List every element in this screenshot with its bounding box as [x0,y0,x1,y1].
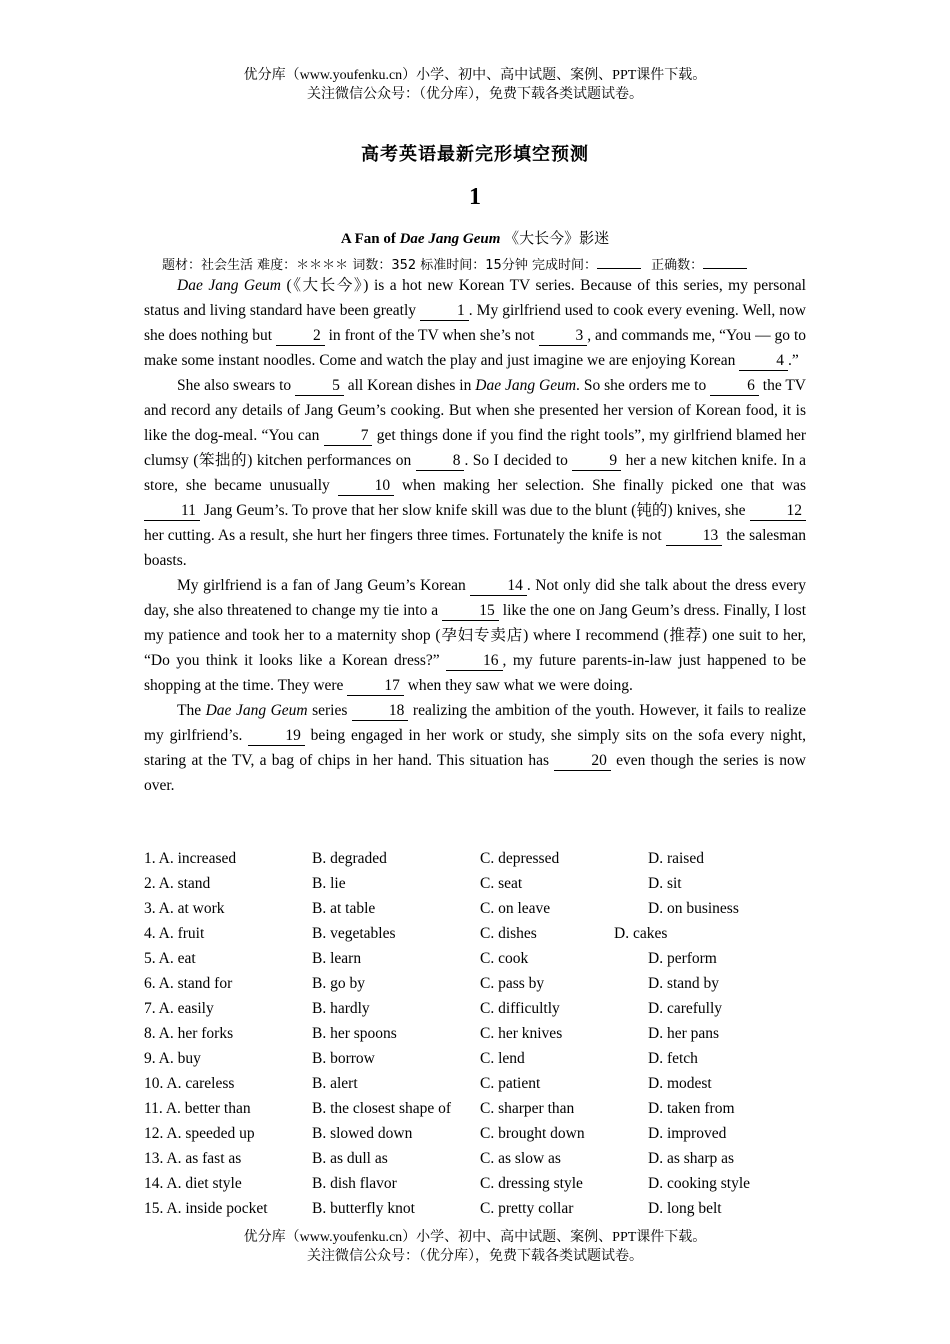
option-a[interactable]: 15. A. inside pocket [144,1200,268,1217]
option-a[interactable]: 12. A. speeded up [144,1125,255,1142]
paragraph-3 [144,573,806,698]
text-run: realizing the ambition of the youth. However, it fails to realize my girlfriend’s. [144,702,806,744]
blank-15[interactable]: 15 [442,602,499,621]
meta-time: 标准时间：15分钟 [420,258,528,273]
text-run: the salesman boasts. [144,527,806,569]
text-run: her a new kitchen knife. In a store, she became unusually [144,452,806,494]
option-c[interactable]: C. as slow as [480,1150,561,1167]
option-b[interactable]: B. vegetables [312,925,396,942]
option-b[interactable]: B. her spoons [312,1025,397,1042]
text-run: being engaged in her work or study, she simply sits on the sofa every night, staring at the TV, a bag of chips in her hand. This situation has [144,727,806,769]
option-d[interactable]: D. cooking style [648,1175,751,1192]
blank-9[interactable]: 9 [572,452,621,471]
page-title: 高考英语最新完形填空预测 [361,144,589,165]
meta-words: 词数：352 [352,258,417,273]
option-d[interactable]: D. perform [648,950,717,967]
blank-17[interactable]: 17 [347,677,404,696]
footer-line-1: 优分库（www.youfenku.cn）小学、初中、高中试题、案例、PPT课件下载。 [243,1230,707,1245]
option-d[interactable]: D. her pans [648,1025,720,1042]
text-run: even though the series is now over. [144,752,807,794]
blank-20[interactable]: 20 [554,752,611,771]
text-run: (《大长今》) is a hot new Korean TV series. Because of this series, my personal status and living standard have been greatly [144,277,806,319]
option-row-13 [144,1146,824,1171]
option-d[interactable]: D. cakes [614,925,668,942]
option-a[interactable]: 10. A. careless [144,1075,235,1092]
text-run: in front of the TV when she’s not [324,327,539,344]
blank-14[interactable]: 14 [470,577,527,596]
blank-12[interactable]: 12 [750,502,807,521]
option-c[interactable]: C. lend [480,1050,525,1067]
text-run: when making her selection. She finally picked one that was [394,477,807,494]
paragraph-2 [144,373,806,573]
blank-8[interactable]: 8 [416,452,465,471]
page-footer [0,1228,950,1266]
text-run: series [307,702,352,719]
option-row-1 [144,846,824,871]
blank-3[interactable]: 3 [539,327,588,346]
option-row-10 [144,1071,824,1096]
done-time-field[interactable] [597,256,641,269]
meta-done: 完成时间： [531,258,597,273]
text-run: My girlfriend is a fan of Jang Geum’s Korean [177,577,471,594]
text-run: . So she orders me to [576,377,711,394]
text-run: . So I decided to [464,452,573,469]
option-row-11 [144,1096,824,1121]
blank-18[interactable]: 18 [352,702,409,721]
option-a[interactable]: 7. A. easily [144,1000,214,1017]
blank-7[interactable]: 7 [324,427,373,446]
article-title-suffix: 《大长今》影迷 [500,231,610,247]
blank-1[interactable]: 1 [420,302,469,321]
option-a[interactable]: 6. A. stand for [144,975,233,992]
option-d[interactable]: D. taken from [648,1100,735,1117]
option-d[interactable]: D. on business [648,900,739,917]
option-row-15 [144,1196,824,1221]
option-b[interactable]: B. the closest shape of [312,1100,452,1117]
paragraph-4 [144,698,806,798]
option-c[interactable]: C. patient [480,1075,541,1092]
option-row-12 [144,1121,824,1146]
meta-correct: 正确数： [651,258,704,273]
option-row-8 [144,1021,824,1046]
option-d[interactable]: D. raised [648,850,704,867]
text-run: Jang Geum’s. To prove that her slow knife skill was due to the blunt (钝的) knives, she [199,502,750,519]
text-run: her cutting. As a result, she hurt her fingers three times. Fortunately the knife is not [144,527,666,544]
option-c[interactable]: C. seat [480,875,523,892]
text-run: the TV and record any details of Jang Geum’s cooking. But when she presented her version of Korean food, it is like the dog-meal. “You can [144,377,806,444]
option-b[interactable]: B. go by [312,975,365,992]
option-b[interactable]: B. alert [312,1075,358,1092]
italic-text: Dae Jang Geum [177,277,281,294]
blank-10[interactable]: 10 [338,477,395,496]
option-b[interactable]: B. slowed down [312,1125,413,1142]
option-a[interactable]: 11. A. better than [144,1100,251,1117]
option-c[interactable]: C. cook [480,950,529,967]
blank-16[interactable]: 16 [446,652,503,671]
option-b[interactable]: B. butterfly knot [312,1200,415,1217]
text-run: when they saw what we were doing. [403,677,633,694]
article-title [0,227,950,248]
text-run: , my future parents-in-law just happened to be shopping at the time. They were [144,652,806,694]
blank-2[interactable]: 2 [276,327,325,346]
option-d[interactable]: D. modest [648,1075,712,1092]
answer-options [144,846,824,1221]
option-a[interactable]: 13. A. as fast as [144,1150,242,1167]
article-title-italic: Dae Jang Geum [399,231,501,247]
blank-6[interactable]: 6 [710,377,759,396]
text-run: all Korean dishes in [343,377,476,394]
option-row-3 [144,896,824,921]
option-c[interactable]: C. difficultly [480,1000,560,1017]
text-run: , and commands me, “You — go to make some instant noodles. Come and watch the play and just imagine we are enjoying Korean [144,327,806,369]
option-row-14 [144,1171,824,1196]
option-b[interactable]: B. at table [312,900,376,917]
page-header [0,66,950,104]
option-a[interactable]: 8. A. her forks [144,1025,234,1042]
option-b[interactable]: B. as dull as [312,1150,388,1167]
blank-11[interactable]: 11 [144,502,200,521]
article-title-prefix: A Fan of [340,231,400,247]
section-number: 1 [469,184,481,210]
option-b[interactable]: B. dish flavor [312,1175,397,1192]
option-c[interactable]: C. depressed [480,850,560,867]
meta-difficulty: 难度：＊＊＊＊ [257,258,349,273]
option-a[interactable]: 14. A. diet style [144,1175,242,1192]
option-row-2 [144,871,824,896]
article-meta [162,254,753,273]
option-row-5 [144,946,824,971]
option-d[interactable]: D. carefully [648,1000,723,1017]
blank-4[interactable]: 4 [739,352,788,371]
option-d[interactable]: D. stand by [648,975,720,992]
option-a[interactable]: 9. A. buy [144,1050,201,1067]
text-run: get things done if you find the right tools”, my girlfriend blamed her clumsy (笨拙的) kitchen performances on [144,427,806,469]
option-d[interactable]: D. fetch [648,1050,698,1067]
header-line-1: 优分库（www.youfenku.cn）小学、初中、高中试题、案例、PPT课件下载。 [243,68,707,83]
option-b[interactable]: B. hardly [312,1000,370,1017]
option-c[interactable]: C. brought down [480,1125,585,1142]
text-run: The [177,702,206,719]
option-a[interactable]: 4. A. fruit [144,925,205,942]
header-line-2: 关注微信公众号：（优分库），免费下载各类试题试卷。 [307,87,643,102]
option-c[interactable]: C. pass by [480,975,545,992]
option-row-9 [144,1046,824,1071]
option-c[interactable]: C. on leave [480,900,551,917]
blank-13[interactable]: 13 [666,527,723,546]
text-run: . My girlfriend used to cook every evening. Well, now she does nothing but [144,302,806,344]
blank-19[interactable]: 19 [248,727,305,746]
option-c[interactable]: C. pretty collar [480,1200,574,1217]
option-d[interactable]: D. sit [648,875,682,892]
text-run: She also swears to [177,377,296,394]
option-row-4 [144,921,824,946]
text-run: like the one on Jang Geum’s dress. Finally, I lost my patience and took her to a maternity shop (孕妇专卖店) where I recommend (推荐) one suit to her, “Do you think it looks like a Korean dress?” [144,602,806,669]
option-a[interactable]: 3. A. at work [144,900,225,917]
cloze-passage [144,273,806,798]
option-a[interactable]: 5. A. eat [144,950,196,967]
option-a[interactable]: 1. A. increased [144,850,237,867]
meta-topic: 题材：社会生活 [162,258,254,273]
text-run: . Not only did she talk about the dress every day, she also threatened to change my tie into a [144,577,806,619]
footer-line-2: 关注微信公众号：（优分库），免费下载各类试题试卷。 [307,1249,643,1264]
option-row-6 [144,971,824,996]
paragraph-1 [144,273,806,373]
option-d[interactable]: D. improved [648,1125,727,1142]
option-b[interactable]: B. degraded [312,850,387,867]
correct-count-field[interactable] [703,256,747,269]
option-c[interactable]: C. dishes [480,925,537,942]
option-d[interactable]: D. as sharp as [648,1150,735,1167]
option-a[interactable]: 2. A. stand [144,875,211,892]
text-run: .” [788,352,799,369]
blank-5[interactable]: 5 [295,377,344,396]
option-b[interactable]: B. lie [312,875,346,892]
option-b[interactable]: B. borrow [312,1050,375,1067]
option-b[interactable]: B. learn [312,950,362,967]
option-d[interactable]: D. long belt [648,1200,722,1217]
italic-text: Dae Jang Geum [205,702,308,719]
option-row-7 [144,996,824,1021]
italic-text: Dae Jang Geum [475,377,577,394]
option-c[interactable]: C. her knives [480,1025,563,1042]
option-c[interactable]: C. dressing style [480,1175,583,1192]
option-c[interactable]: C. sharper than [480,1100,575,1117]
